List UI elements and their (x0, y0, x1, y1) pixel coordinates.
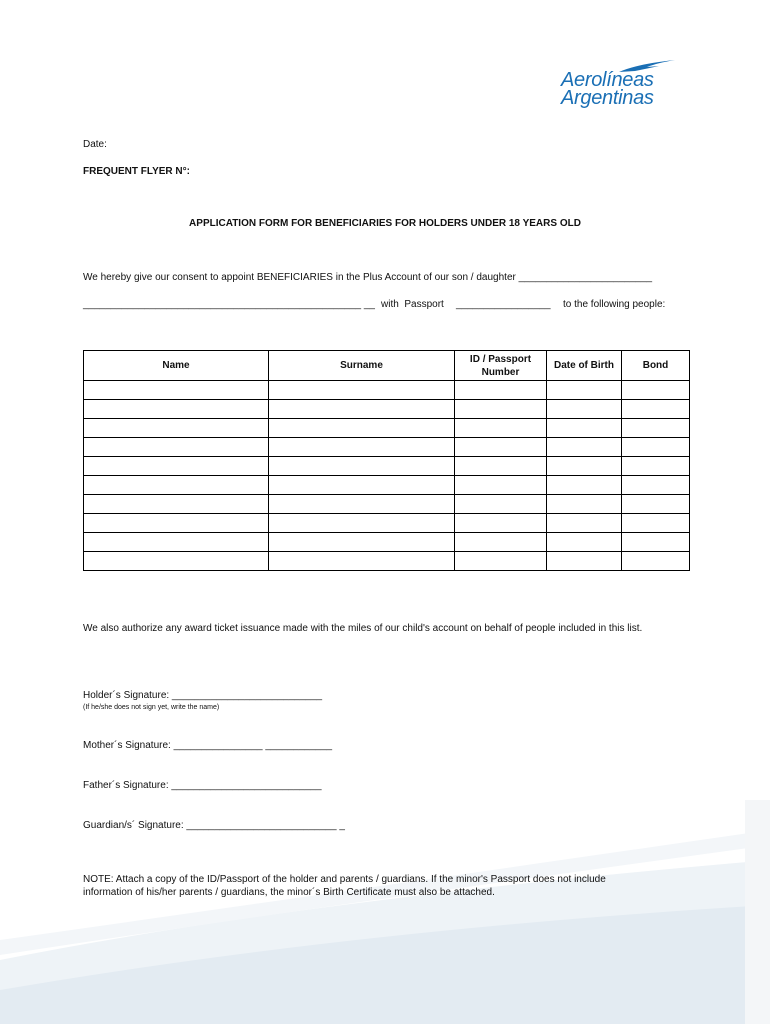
table-cell-id-passport[interactable] (455, 533, 547, 552)
column-header-name: Name (84, 351, 269, 381)
table-row (84, 381, 690, 400)
table-cell-id-passport[interactable] (455, 476, 547, 495)
logo-line-2: Argentinas (561, 87, 654, 109)
table-row (84, 400, 690, 419)
table-cell-name[interactable] (84, 381, 269, 400)
table-cell-id-passport[interactable] (455, 400, 547, 419)
table-cell-name[interactable] (84, 514, 269, 533)
table-cell-bond[interactable] (622, 552, 690, 571)
table-row (84, 495, 690, 514)
table-cell-name[interactable] (84, 457, 269, 476)
table-cell-name[interactable] (84, 533, 269, 552)
table-cell-date-of-birth[interactable] (547, 533, 622, 552)
with-passport-label: with Passport (381, 299, 444, 310)
table-cell-surname[interactable] (269, 552, 455, 571)
table-cell-date-of-birth[interactable] (547, 438, 622, 457)
table-cell-id-passport[interactable] (455, 381, 547, 400)
holder-signature-note: (If he/she does not sign yet, write the name) (83, 704, 220, 711)
table-cell-surname[interactable] (269, 419, 455, 438)
table-cell-surname[interactable] (269, 476, 455, 495)
table-cell-bond[interactable] (622, 476, 690, 495)
consent-name-blank: __________________________________________________ __ (83, 299, 375, 310)
column-header-date-of-birth: Date of Birth (547, 351, 622, 381)
table-cell-surname[interactable] (269, 457, 455, 476)
table-row (84, 457, 690, 476)
holder-signature-line: Holder´s Signature: ___________________________ (83, 690, 323, 701)
column-header-bond: Bond (622, 351, 690, 381)
table-cell-date-of-birth[interactable] (547, 400, 622, 419)
table-cell-name[interactable] (84, 495, 269, 514)
table-cell-id-passport[interactable] (455, 419, 547, 438)
table-cell-surname[interactable] (269, 495, 455, 514)
table-row (84, 514, 690, 533)
authorization-text: We also authorize any award ticket issuance made with the miles of our child's account on behalf of people included in this list. (83, 623, 643, 634)
table-cell-date-of-birth[interactable] (547, 514, 622, 533)
column-header-surname: Surname (269, 351, 455, 381)
table-cell-bond[interactable] (622, 438, 690, 457)
frequent-flyer-label: FREQUENT FLYER N°: (83, 166, 190, 177)
note-line-1: NOTE: Attach a copy of the ID/Passport of the holder and parents / guardians. If the minor's Passport does not include (83, 874, 606, 885)
table-cell-id-passport[interactable] (455, 495, 547, 514)
table-row (84, 419, 690, 438)
table-cell-name[interactable] (84, 552, 269, 571)
table-row (84, 438, 690, 457)
table-cell-id-passport[interactable] (455, 438, 547, 457)
table-cell-bond[interactable] (622, 419, 690, 438)
passport-number-blank: _________________ (456, 299, 551, 310)
table-cell-surname[interactable] (269, 514, 455, 533)
table-row (84, 533, 690, 552)
note-line-2: information of his/her parents / guardians, the minor´s Birth Certificate must also be attached. (83, 887, 495, 898)
mother-signature-line: Mother´s Signature: ________________ ____________ (83, 740, 333, 751)
table-cell-surname[interactable] (269, 438, 455, 457)
beneficiaries-table (83, 350, 690, 571)
table-cell-date-of-birth[interactable] (547, 381, 622, 400)
table-row (84, 476, 690, 495)
table-header-row (84, 351, 690, 381)
table-cell-date-of-birth[interactable] (547, 419, 622, 438)
table-row (84, 552, 690, 571)
table-cell-id-passport[interactable] (455, 552, 547, 571)
table-cell-bond[interactable] (622, 514, 690, 533)
father-signature-line: Father´s Signature: ___________________________ (83, 780, 322, 791)
table-cell-surname[interactable] (269, 400, 455, 419)
table-cell-date-of-birth[interactable] (547, 457, 622, 476)
consent-line-1: We hereby give our consent to appoint BENEFICIARIES in the Plus Account of our son / daughter ________________________ (83, 272, 653, 283)
table-cell-bond[interactable] (622, 495, 690, 514)
table-cell-id-passport[interactable] (455, 457, 547, 476)
to-following-label: to the following people: (563, 299, 666, 310)
logo-line-1: Aerolíneas (561, 69, 654, 91)
table-cell-id-passport[interactable] (455, 514, 547, 533)
table-cell-name[interactable] (84, 476, 269, 495)
table-cell-name[interactable] (84, 419, 269, 438)
aerolineas-argentinas-logo (555, 58, 680, 108)
table-cell-bond[interactable] (622, 457, 690, 476)
table-cell-date-of-birth[interactable] (547, 552, 622, 571)
guardian-signature-line: Guardian/s´ Signature: ___________________________ _ (83, 820, 345, 831)
table-body (84, 381, 690, 571)
table-cell-name[interactable] (84, 438, 269, 457)
table-cell-date-of-birth[interactable] (547, 495, 622, 514)
table-cell-name[interactable] (84, 400, 269, 419)
table-cell-bond[interactable] (622, 533, 690, 552)
column-header-id-passport: ID / Passport Number (455, 351, 547, 381)
table-cell-date-of-birth[interactable] (547, 476, 622, 495)
table-cell-bond[interactable] (622, 400, 690, 419)
table-cell-surname[interactable] (269, 381, 455, 400)
date-label: Date: (83, 139, 107, 150)
table-cell-surname[interactable] (269, 533, 455, 552)
table-cell-bond[interactable] (622, 381, 690, 400)
form-title: APPLICATION FORM FOR BENEFICIARIES FOR HOLDERS UNDER 18 YEARS OLD (189, 218, 581, 229)
